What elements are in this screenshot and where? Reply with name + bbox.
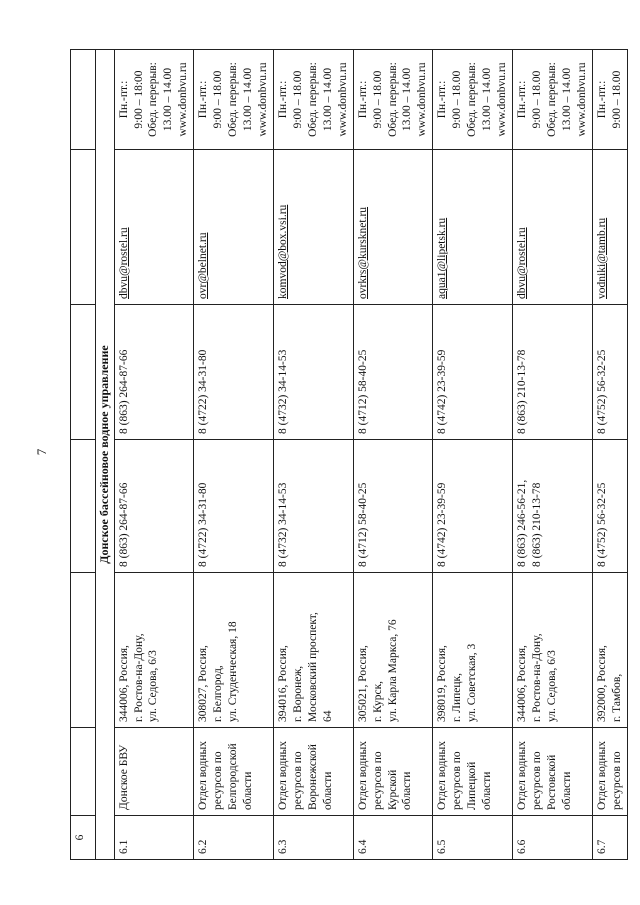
header-cell (71, 305, 96, 440)
fax: 8 (4742) 23-39-59 (433, 305, 513, 440)
postal-address: 398019, Россия, г. Липецк, ул. Советская, 3 (433, 573, 513, 728)
working-hours: Пн.-пт.: 9:00 – 18.00 Обед. перерыв: 13.00 – 14.00 www.donbvu.ru (433, 50, 513, 150)
fax: 8 (4752) 56-32-25 (592, 305, 627, 440)
header-cell (71, 440, 96, 573)
phone: 8 (4732) 34-14-53 (273, 440, 353, 573)
row-number: 6.5 (433, 816, 513, 860)
row-number: 6.7 (592, 816, 627, 860)
fax: 8 (4722) 34-31-80 (194, 305, 274, 440)
phone: 8 (4742) 23-39-59 (433, 440, 513, 573)
table-row (592, 50, 627, 860)
row-number: 6.3 (273, 816, 353, 860)
header-cell (71, 728, 96, 816)
working-hours: Пн.-пт.: 9:00 – 18:00 Обед. перерыв: 13.00 – 14.00 www.donbvu.ru (114, 50, 194, 150)
page-number: 7 (34, 448, 49, 456)
postal-address: 394016, Россия, г. Воронеж, Московский проспект, 64 (273, 573, 353, 728)
org-name: Отдел водных ресурсов по Липецкой области (433, 728, 513, 816)
header-cell (71, 573, 96, 728)
header-cell (71, 50, 96, 150)
org-name: Отдел водных ресурсов по Воронежской области (273, 728, 353, 816)
postal-address: 305021, Россия, г. Курск, ул. Карла Маркса, 76 (353, 573, 433, 728)
phone: 8 (4752) 56-32-25 (592, 440, 627, 573)
postal-address: 344006, Россия, г. Ростов-на-Дону, ул. Седова, 6/3 (513, 573, 593, 728)
header-row (71, 50, 96, 860)
email-link[interactable]: ovrkrs@kursknet.ru (353, 150, 433, 305)
header-cell (71, 150, 96, 305)
fax: 8 (863) 210-13-78 (513, 305, 593, 440)
email-link[interactable]: komvod@box.vsi.ru (273, 150, 353, 305)
org-name: Отдел водных ресурсов по Курской области (353, 728, 433, 816)
org-name: Отдел водных ресурсов по Белгородской области (194, 728, 274, 816)
phone: 8 (863) 264-87-66 (114, 440, 194, 573)
table-row (513, 50, 593, 860)
email-link[interactable]: vodniki@tamb.ru (592, 150, 627, 305)
row-number: 6.4 (353, 816, 433, 860)
fax: 8 (4732) 34-14-53 (273, 305, 353, 440)
fax: 8 (4712) 58-40-25 (353, 305, 433, 440)
postal-address: 344006, Россия, г. Ростов-на-Дону, ул. Седова, 6/3 (114, 573, 194, 728)
table-row (273, 50, 353, 860)
working-hours: Пн.-пт.: 9:00 – 18.00 (592, 50, 627, 150)
org-name: Отдел водных ресурсов по (592, 728, 627, 816)
section-title: Донское бассейновое водное управление (96, 50, 115, 860)
email-link[interactable]: dbvu@rostel.ru (114, 150, 194, 305)
row-number: 6.1 (114, 816, 194, 860)
email-link[interactable]: ovr@belnet.ru (194, 150, 274, 305)
org-name: Отдел водных ресурсов по Ростовской области (513, 728, 593, 816)
row-number: 6.2 (194, 816, 274, 860)
row-number: 6.6 (513, 816, 593, 860)
table-row (194, 50, 274, 860)
working-hours: Пн.-пт.: 9:00 – 18.00 Обед. перерыв: 13.00 – 14.00 www.donbvu.ru (513, 50, 593, 150)
fax: 8 (863) 264-87-66 (114, 305, 194, 440)
email-link[interactable]: aqua1@lipetsk.ru (433, 150, 513, 305)
postal-address: 308027, Россия, г. Белгород, ул. Студенческая, 18 (194, 573, 274, 728)
phone: 8 (863) 246-56-21, 8 (863) 210-13-78 (513, 440, 593, 573)
phone: 8 (4712) 58-40-25 (353, 440, 433, 573)
table-row (433, 50, 513, 860)
postal-address: 392000, Россия, г. Тамбов, (592, 573, 627, 728)
org-name: Донское БВУ (114, 728, 194, 816)
contacts-table (70, 49, 628, 860)
header-cell: 6 (71, 816, 96, 860)
rotated-table-wrapper (70, 50, 623, 860)
table-row (114, 50, 194, 860)
section-row (96, 50, 115, 860)
working-hours: Пн.-пт.: 9:00 – 18.00 Обед. перерыв: 13.00 – 14.00 www.donbvu.ru (273, 50, 353, 150)
working-hours: Пн.-пт.: 9:00 – 18.00 Обед. перерыв: 13.00 – 14.00 www.donbvu.ru (194, 50, 274, 150)
working-hours: Пн.-пт.: 9:00 – 18.00 Обед. перерыв: 13.00 – 14.00 www.donbvu.ru (353, 50, 433, 150)
email-link[interactable]: dbvu@rostel.ru (513, 150, 593, 305)
table-row (353, 50, 433, 860)
phone: 8 (4722) 34-31-80 (194, 440, 274, 573)
